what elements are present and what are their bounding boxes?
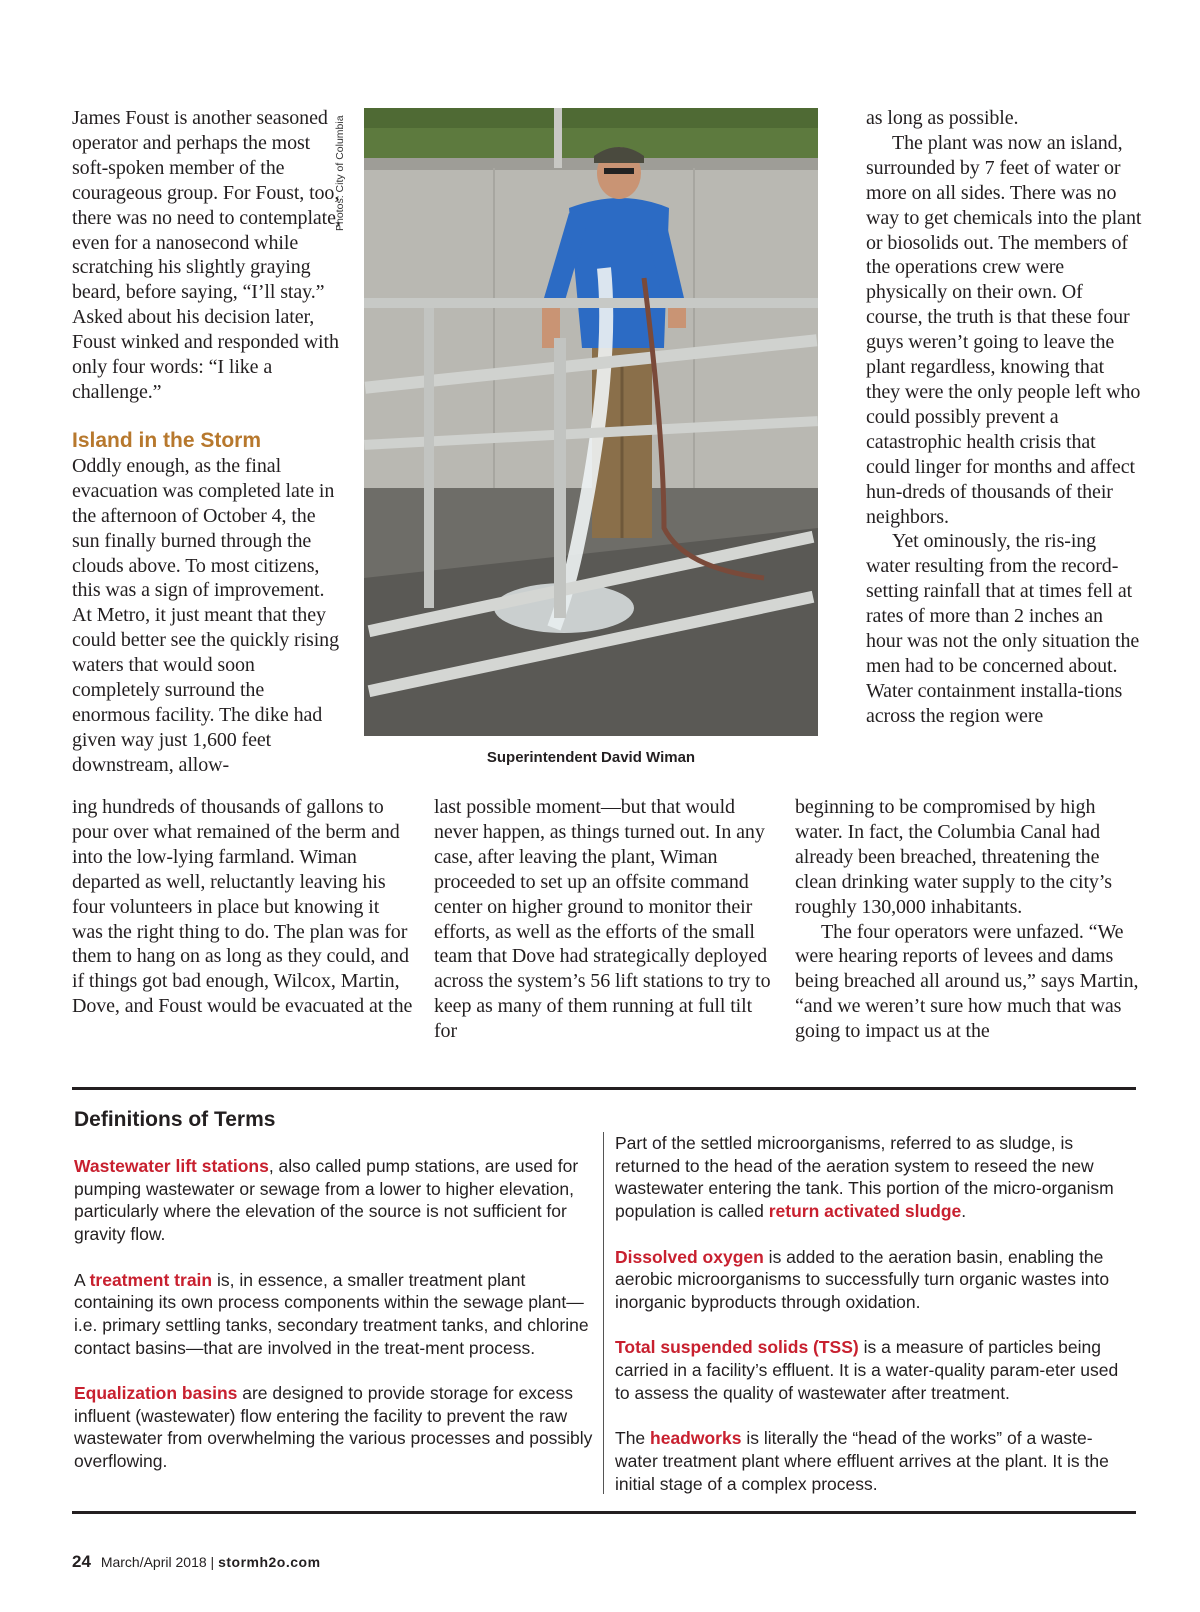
- definitions-right-column: [615, 1132, 1135, 1518]
- page-number: 24: [72, 1552, 91, 1571]
- term-lift-stations: Wastewater lift stations: [74, 1156, 269, 1176]
- photo-credit: Photos: City of Columbia: [334, 115, 346, 231]
- definitions-top-rule: [72, 1087, 1136, 1090]
- definition-dissolved-oxygen: Dissolved oxygen is added to the aeration basin, enabling the aerobic microorganisms to successfully turn organic wastes into inorganic byproducts through oxidation.: [615, 1246, 1110, 1312]
- photo-caption: Superintendent David Wiman: [486, 749, 696, 766]
- term-treatment-train: treatment train: [89, 1269, 213, 1290]
- paragraph-island: The plant was now an island, surrounded by 7 feet of water or more on all sides. There was no way to get chemicals into the plant or biosolids out. The members of the operations crew were physically on their own. Of course, the truth is that these four guys weren’t going to leave the plant regardless, knowing that they were the only people left who could possibly prevent a catastrophic health crisis that could linger for months and affect hun-dreds of thousands of their neighbors.: [866, 131, 1142, 528]
- article-column-1-bottom: [72, 795, 414, 1019]
- article-column-1-top: [72, 106, 347, 778]
- paragraph-rising-water: Yet ominously, the ris-ing water resulting from the record-setting rainfall that at times fell at rates of more than 2 inches an hour was not the only situation the men had to be concerned about. Water containment installa-tions across the region were: [866, 530, 1140, 727]
- photo-illustration: [364, 108, 818, 736]
- article-column-3-bottom: [795, 795, 1143, 1044]
- article-column-3-top: [866, 106, 1142, 729]
- paragraph-command-center: last possible moment—but that would never happen, as things turned out. In any case, after leaving the plant, Wiman proceeded to set up an offsite command center on higher ground to monitor their efforts, as well as the efforts of the small team that Dove had strategically deployed across the system’s 56 lift stations to try to keep as many of them running at full tilt for: [434, 796, 771, 1043]
- definition-lift-stations: Wastewater lift stations, also called pump stations, are used for pumping wastewater or sewage from a lower to higher elevation, particularly where the elevation of the source is not sufficient for gravity flow.: [74, 1156, 579, 1245]
- definitions-bottom-rule: [72, 1511, 1136, 1514]
- definition-total-suspended-solids: Total suspended solids (TSS) is a measure of particles being carried in a facility’s effluent. It is a water-quality param-eter used to assess the quality of wastewater after treatment.: [615, 1337, 1119, 1403]
- paragraph-dike-continued: ing hundreds of thousands of gallons to pour over what remained of the berm and into the low-lying farmland. Wiman departed as well, reluctantly leaving his four volunteers in place but knowing it was the right thing to do. The plan was for them to hang on as long as they could, and if things got bad enough, Wilcox, Martin, Dove, and Foust would be evacuated at the: [72, 796, 413, 1018]
- definitions-title: Definitions of Terms: [74, 1108, 276, 1131]
- paragraph-evacuation: Oddly enough, as the final evacuation was completed late in the afternoon of October 4, the sun finally burned through the clouds above. To most citizens, this was a sign of improvement. At Metro, it just meant that they could better see the quickly rising waters that would soon completely surround the enormous facility. The dike had given way just 1,600 feet downstream, allow-: [72, 454, 339, 776]
- definition-headworks: The headworks is literally the “head of the works” of a waste-water treatment plant where effluent arrives at the plant. It is the initial stage of a complex process.: [615, 1428, 1109, 1494]
- paragraph-canal-breached: beginning to be compromised by high water. In fact, the Columbia Canal had already been breached, threatening the clean drinking water supply to the city’s roughly 130,000 inhabitants.: [795, 796, 1112, 918]
- term-headworks: headworks: [650, 1428, 742, 1449]
- term-total-suspended-solids: Total suspended solids (TSS): [615, 1337, 859, 1358]
- paragraph-as-long-as-possible: as long as possible.: [866, 107, 1019, 129]
- subhead-island-in-the-storm: Island in the Storm: [72, 428, 262, 452]
- term-equalization-basins: Equalization basins: [74, 1383, 238, 1403]
- term-dissolved-oxygen: Dissolved oxygen: [615, 1246, 764, 1267]
- footer-separator: |: [206, 1554, 219, 1570]
- issue-date: March/April 2018: [100, 1554, 207, 1570]
- definition-return-activated-sludge: Part of the settled microorganisms, referred to as sludge, is returned to the head of the aeration system to reseed the new wastewater entering the tank. This portion of the micro-organism population is called return activated sludge.: [615, 1133, 1114, 1222]
- page-footer: [72, 1552, 321, 1572]
- paragraph-operators-unfazed: The four operators were unfazed. “We were hearing reports of levees and dams being breached all around us,” says Martin, “and we weren’t sure how much that was going to impact us at the: [795, 920, 1139, 1043]
- definitions-column-divider: [603, 1132, 604, 1494]
- paragraph-foust: James Foust is another seasoned operator and perhaps the most soft-spoken member of the courageous group. For Foust, too, there was no need to contemplate, even for a nanosecond while scratching his slightly graying beard, before saying, “I’ll stay.” Asked about his decision later, Foust winked and responded with only four words: “I like a challenge.”: [72, 107, 341, 403]
- article-column-2: [434, 795, 774, 1044]
- site-name: stormh2o.com: [218, 1554, 321, 1570]
- definitions-left-column: [74, 1155, 594, 1496]
- definition-equalization-basins: Equalization basins are designed to provide storage for excess influent (wastewater) flow entering the facility to prevent the raw wastewater from overwhelming the various processes and possibly overflowing.: [74, 1383, 593, 1472]
- definition-treatment-train: A treatment train is, in essence, a smaller treatment plant containing its own process components within the sewage plant—i.e. primary settling tanks, secondary treatment tanks, and chlorine contact basins—that are involved in the treat-ment process.: [74, 1269, 589, 1358]
- term-return-activated-sludge: return activated sludge: [768, 1201, 962, 1222]
- photo-superintendent: [364, 108, 818, 736]
